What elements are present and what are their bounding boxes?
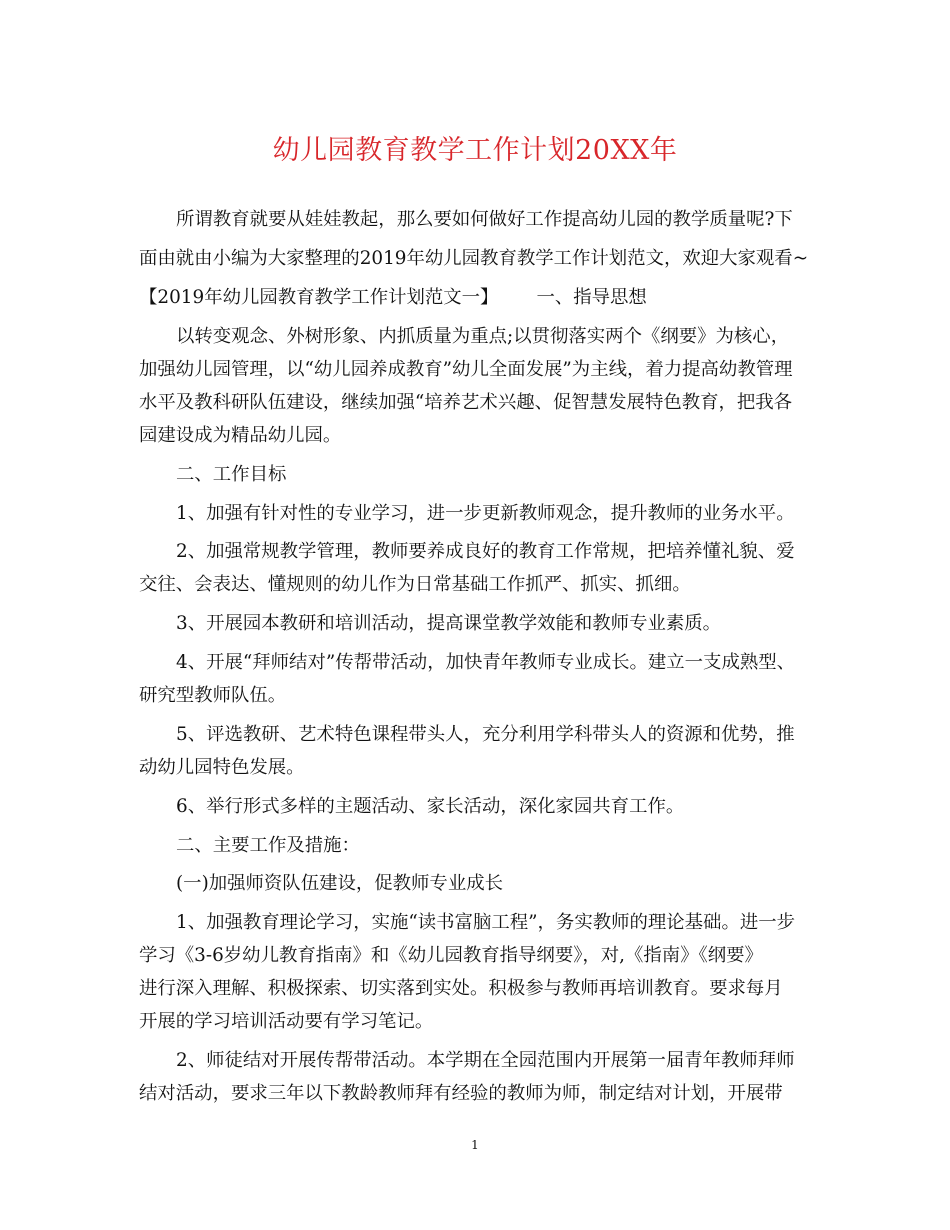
list-item: 4、开展“拜师结对”传帮带活动，加快青年教师专业成长。建立一支成熟型、 — [176, 652, 796, 673]
paragraph-line: 学习《3-6岁幼儿教育指南》和《幼儿园教育指导纲要》，对,《指南》《纲要》 — [139, 945, 763, 966]
paragraph-line: 开展的学习培训活动要有学习笔记。 — [139, 1011, 434, 1032]
list-item: 5、评选教研、艺术特色课程带头人，充分利用学科带头人的资源和优势，推 — [176, 724, 795, 745]
list-item: 6、举行形式多样的主题活动、家长活动，深化家园共育工作。 — [176, 796, 685, 817]
paragraph-line: 园建设成为精品幼儿园。 — [139, 425, 342, 446]
section-heading: 【2019年幼儿园教育教学工作计划范文一】 — [139, 287, 499, 308]
list-item: 2、师徒结对开展传帮带活动。本学期在全园范围内开展第一届青年教师拜师 — [176, 1050, 795, 1071]
subsection-heading: (一)加强师资队伍建设，促教师专业成长 — [176, 873, 503, 894]
document-title: 幼儿园教育教学工作计划20XX年 — [272, 135, 678, 166]
paragraph-line — [139, 283, 819, 313]
paragraph-line: 面由就由小编为大家整理的2019年幼儿园教育教学工作计划范文，欢迎大家观看~ — [139, 248, 809, 269]
section-heading: 二、工作目标 — [176, 464, 287, 485]
paragraph-line: 所谓教育就要从娃娃教起，那么要如何做好工作提高幼儿园的教学质量呢?下 — [176, 209, 793, 230]
paragraph-line: 动幼儿园特色发展。 — [139, 757, 305, 778]
section-heading: 一、指导思想 — [536, 287, 647, 308]
list-item: 1、加强教育理论学习，实施“读书富脑工程”，务实教师的理论基础。进一步 — [176, 912, 796, 933]
list-item: 2、加强常规教学管理，教师要养成良好的教育工作常规，把培养懂礼貌、爱 — [176, 541, 795, 562]
paragraph-line: 进行深入理解、积极探索、切实落到实处。积极参与教师再培训教育。要求每月 — [139, 978, 783, 999]
list-item: 3、开展园本教研和培训活动，提高课堂教学效能和教师专业素质。 — [176, 613, 722, 634]
paragraph-line: 以转变观念、外树形象、内抓质量为重点;以贯彻落实两个《纲要》为核心， — [176, 326, 790, 347]
paragraph-line: 交往、会表达、懂规则的幼儿作为日常基础工作抓严、抓实、抓细。 — [139, 574, 691, 595]
list-item: 1、加强有针对性的专业学习，进一步更新教师观念，提升教师的业务水平。 — [176, 503, 795, 524]
paragraph-line: 结对活动，要求三年以下教龄教师拜有经验的教师为师，制定结对计划，开展带 — [139, 1083, 783, 1104]
paragraph-line: 水平及教科研队伍建设，继续加强“培养艺术兴趣、促智慧发展特色教育，把我各 — [139, 392, 793, 413]
page-number: 1 — [471, 1138, 479, 1152]
section-heading: 二、主要工作及措施： — [176, 835, 360, 856]
paragraph-line: 研究型教师队伍。 — [139, 685, 287, 706]
paragraph-line: 加强幼儿园管理，以“幼儿园养成教育”幼儿全面发展”为主线，着力提高幼教管理 — [139, 359, 793, 380]
